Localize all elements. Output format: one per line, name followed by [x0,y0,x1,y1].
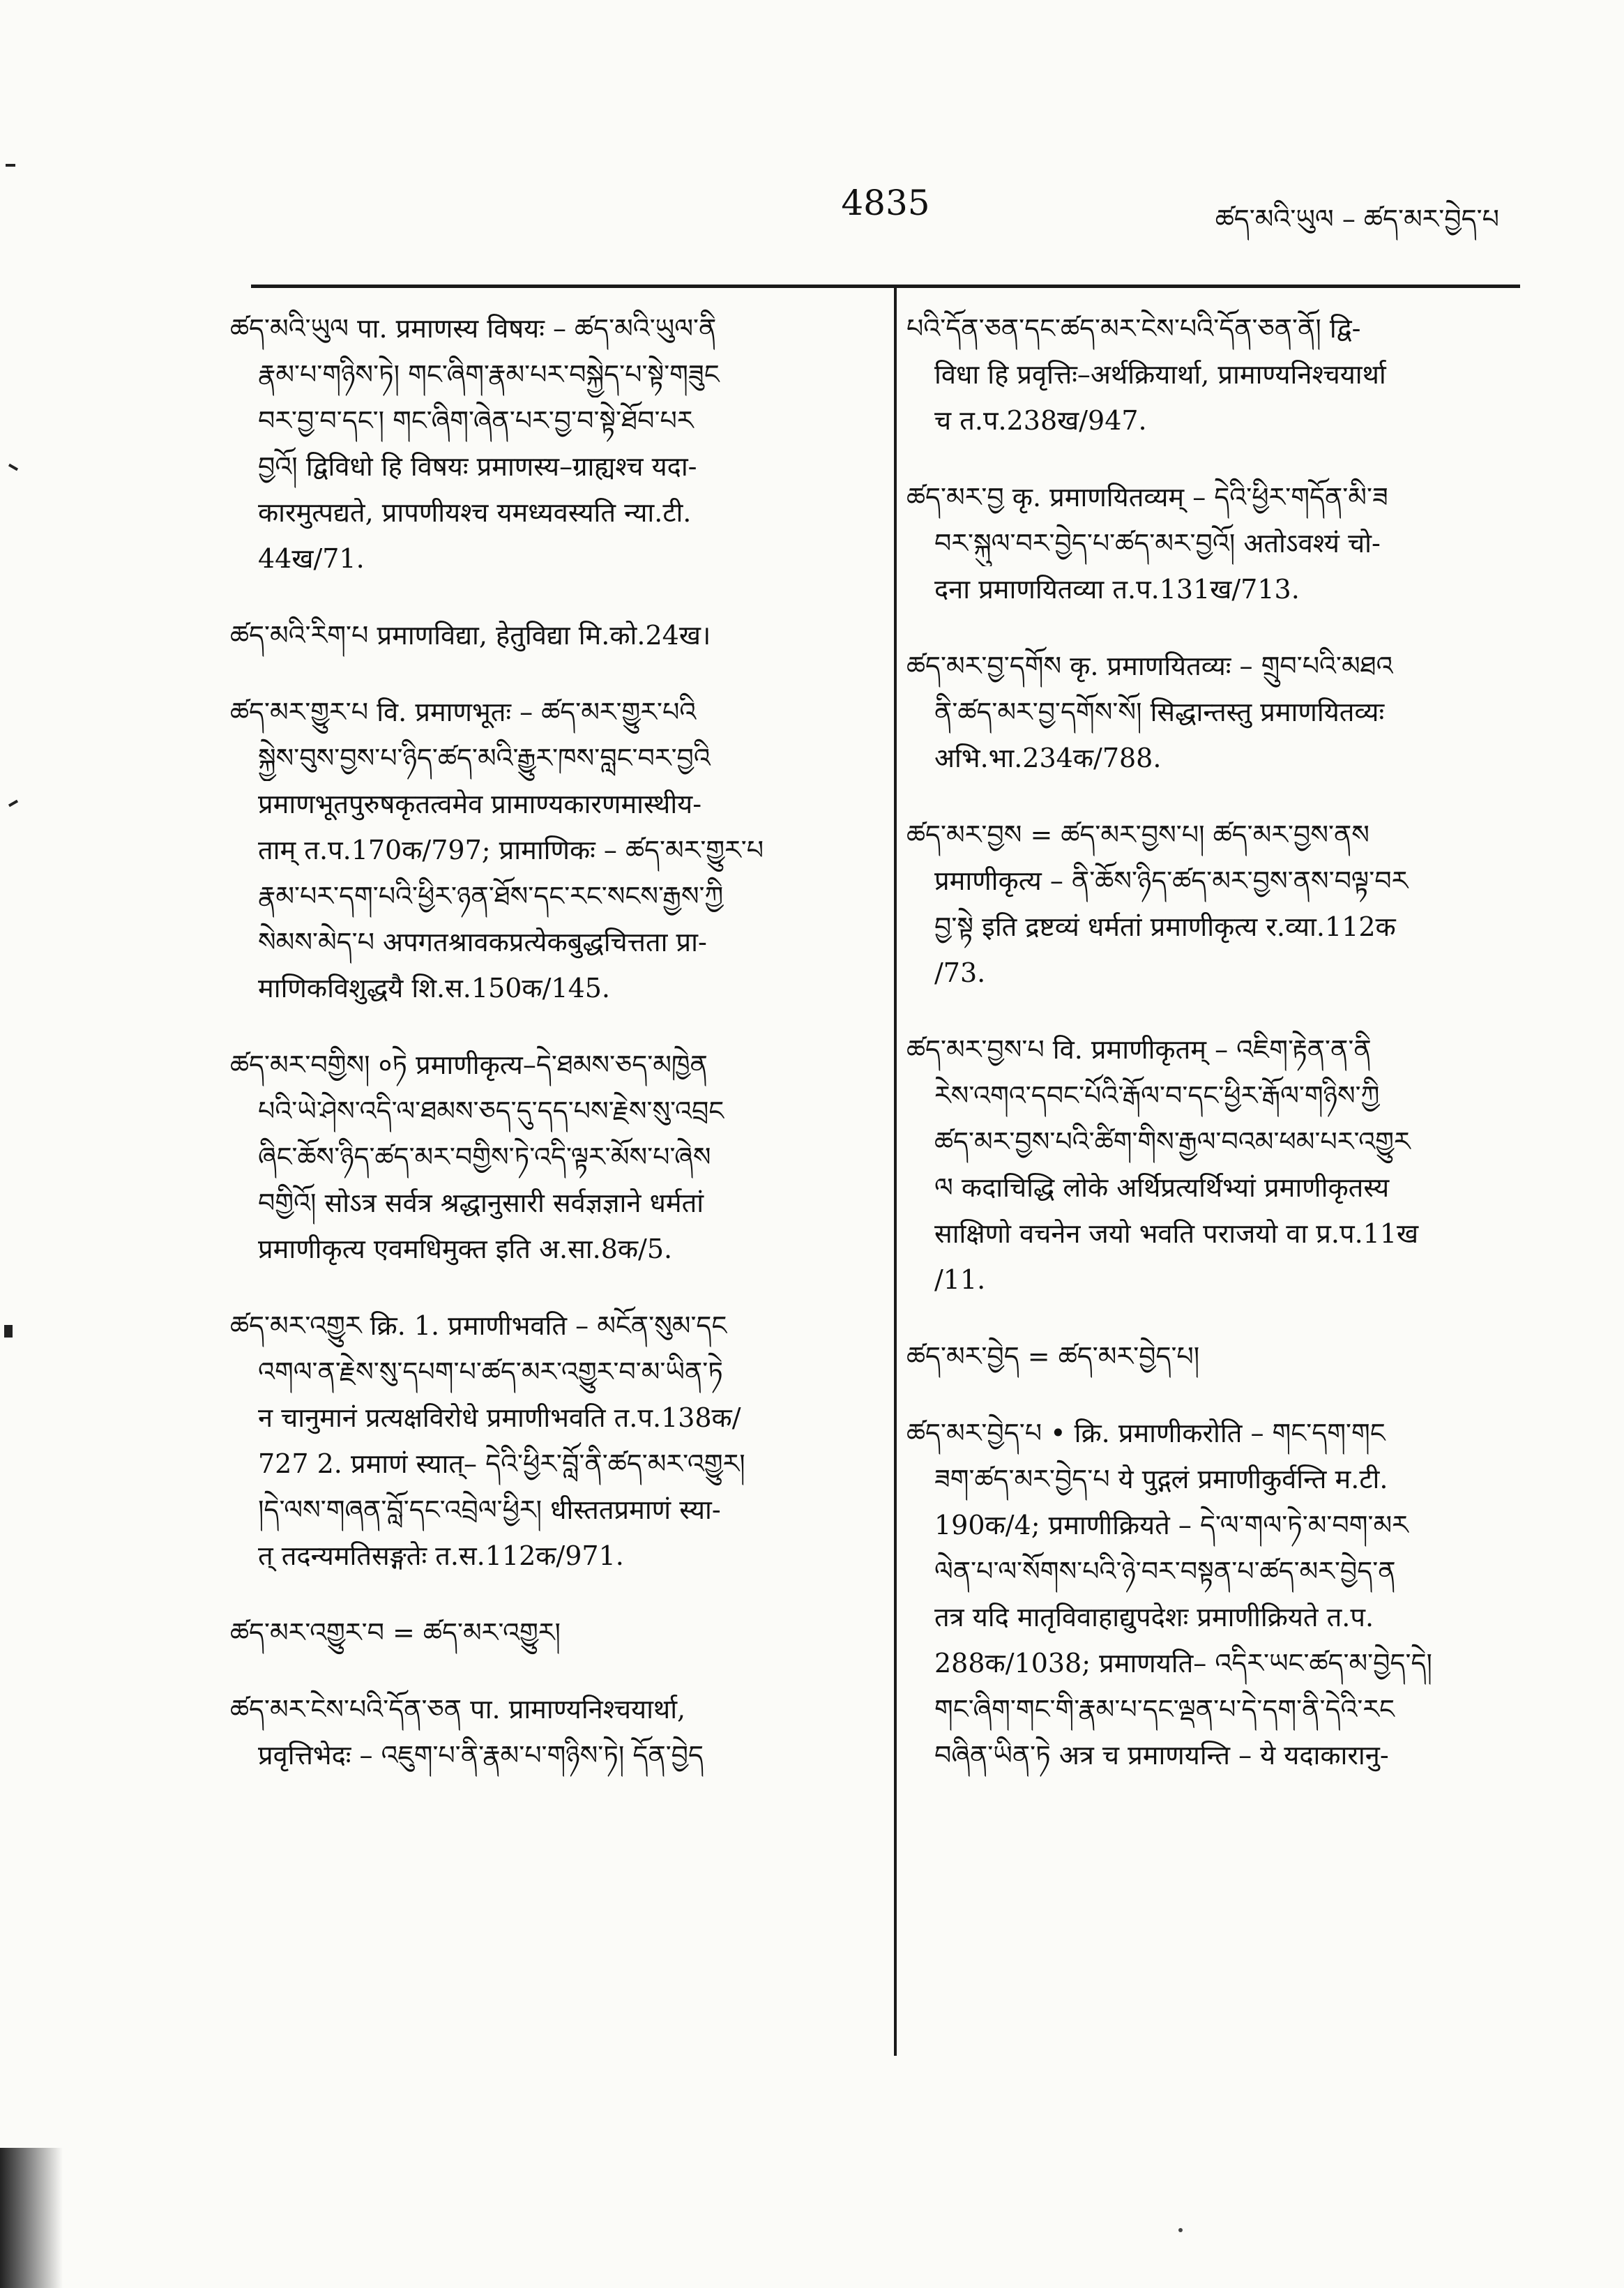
dictionary-entry [230,1609,858,1656]
entry-headline: ཚད་མར་ངེས་པའི་དོན་ཅན पा. प्रामाण्यनिश्चयार्था, [230,1694,686,1725]
entry-line: माणिकविशुद्धयै शि.स.150क/145. [258,973,611,1003]
entry-line: ཞིང་ཆོས་ཉིད་ཚད་མར་བགྱིས་ཏེ་འདི་ལྟར་མོས་པ་ཞེས [258,1142,711,1172]
entry-headline: ཚད་མར་བགྱིས། ०ཏེ प्रमाणीकृत्य–དེ་ཐམས་ཅད་མཁྱེན [230,1050,708,1080]
entry-headline: ཚད་མར་བྱེད་པ • क्रि. प्रमाणीकरोति – གང་དག་གང [906,1418,1386,1448]
entry-line: བྱ་སྟེ इति द्रष्टव्यं धर्मतां प्रमाणीकृत्य र.व्या.112क [934,911,1396,942]
entry-line: त् तदन्यमतिसङ्गतेः त.स.112क/971. [258,1540,624,1571]
entry-line: ལ कदाचिद्धि लोके अर्थिप्रत्यर्थिभ्यां प्रमाणीकृतस्य [934,1172,1390,1203]
entry-line: སེམས་མེད་པ अपगतश्रावकप्रत्येकबुद्धचित्तता प्रा- [258,927,707,957]
entry-line: /11. [934,1264,986,1295]
entry-line: अभि.भा.234क/788. [934,743,1162,773]
entry-line: ཟག་ཚད་མར་བྱེད་པ ये पुद्गलं प्रमाणीकुर्वन्ति म.टी. [934,1464,1388,1494]
entry-line: /73. [934,957,986,988]
entry-line: साक्षिणो वचनेन जयो भवति पराजयो वा प्र.प.11ख [934,1218,1419,1249]
entry-headline: ཚད་མར་བྱས་པ वि. प्रमाणीकृतम् – འཇིག་རྟེན་ན་ནི [906,1034,1372,1065]
entry-line: སྐྱེས་བུས་བྱས་པ་ཉིད་ཚད་མའི་རྒྱུར་ཁས་བླང་བར་བྱའི [258,743,711,773]
right-column [906,305,1520,1809]
entry-line: 190क/4; प्रमाणीक्रियते – དེ་ལ་གལ་ཏེ་མ་བག་མར [934,1510,1409,1540]
dictionary-entry [906,1333,1520,1379]
top-rule [251,285,1520,288]
entry-line: प्रवृत्तिभेदः – འཇུག་པ་ནི་རྣམ་པ་གཉིས་ཏེ། དོན་བྱེད [258,1740,704,1771]
page-edge-shadow [0,2148,63,2288]
entry-headline: ཚད་མའི་རིག་པ प्रमाणविद्या, हेतुविद्या मि.को.24ख। [230,620,711,651]
dictionary-entry [230,305,858,582]
entry-line: प्रमाणीकृत्य एवमधिमुक्त इति अ.सा.8क/5. [258,1234,673,1264]
entry-line: 727 2. प्रमाणं स्यात्– དེའི་ཕྱིར་བློ་ནི་ཚད་མར་འགྱུར། [258,1448,745,1479]
entry-line: རེས་འགའ་དབང་པོའི་རྒོལ་བ་དང་ཕྱིར་རྒོལ་གཉིས་ཀྱི [934,1080,1380,1111]
entry-headline: ཚད་མར་གྱུར་པ वि. प्रमाणभूतः – ཚད་མར་གྱུར་པའི [230,697,697,727]
running-head: ཚད་མའི་ཡུལ – ཚད་མར་བྱེད་པ [1215,204,1499,234]
entry-line: न चानुमानं प्रत्यक्षविरोधे प्रमाणीभवति त.प.138क/ [258,1402,741,1433]
entry-headline: པའི་དོན་ཅན་དང་ཚད་མར་ངེས་པའི་དོན་ཅན་ནོ། द्वि- [906,313,1361,344]
dictionary-entry [230,612,858,658]
dictionary-entry [230,1686,858,1778]
entry-line: བར་སྐུལ་བར་བྱེད་པ་ཚད་མར་བྱའོ། अतोऽवश्यं चो- [934,528,1381,559]
entry-line: རྣམ་པར་དག་པའི་ཕྱིར་ཉན་ཐོས་དང་རང་སངས་རྒྱས་ཀྱི [258,881,724,911]
margin-tick [8,800,18,807]
entry-headline: ཚད་མར་བྱས = ཚད་མར་བྱས་པ། ཚད་མར་བྱས་ནས [906,819,1369,850]
dictionary-entry [906,1026,1520,1303]
margin-tick [4,1325,13,1338]
entry-headline: ཚད་མར་བྱ कृ. प्रमाणयितव्यम् – དེའི་ཕྱིར་གདོན་མི་ཟ [906,482,1388,513]
entry-line: རྣམ་པ་གཉིས་ཏེ། གང་ཞིག་རྣམ་པར་བསྐྱེད་པ་སྟེ་གཟུང [258,359,720,390]
column-divider [894,285,897,2056]
entry-line: ཚད་མར་བྱས་པའི་ཚིག་གིས་རྒྱལ་བའམ་ཕམ་པར་འགྱུར [934,1126,1411,1157]
entry-line: 288क/1038; प्रमाणयति– འདིར་ཡང་ཚད་མ་བྱེད་དེ། [934,1648,1432,1679]
margin-tick [8,464,18,471]
page-number: 4835 [841,183,930,223]
left-column [230,305,858,1809]
dictionary-entry [230,689,858,1011]
entry-line: ལེན་པ་ལ་སོགས་པའི་ཉེ་བར་བསྟན་པ་ཚད་མར་བྱེད་ན [934,1556,1396,1586]
dictionary-entry [230,1303,858,1579]
entry-headline: ཚད་མའི་ཡུལ पा. प्रमाणस्य विषयः – ཚད་མའི་ཡུལ་ནི [230,313,717,344]
entry-line: ताम् त.प.170क/797; प्रामाणिकः – ཚད་མར་གྱུར་པ [258,835,764,865]
entry-line: 44ख/71. [258,543,365,574]
entry-line: प्रमाणभूतपुरुषकृतत्वमेव प्रामाण्यकारणमास्थीय- [258,789,702,819]
dictionary-entry [906,305,1520,444]
dictionary-entry [906,474,1520,612]
entry-headline: ཚད་མར་བྱ་དགོས कृ. प्रमाणयितव्यः – གྲུབ་པའི་མཐའ [906,651,1393,681]
entry-line: तत्र यदि मातृविवाहाद्युपदेशः प्रमाणीक्रियते त.प. [934,1602,1374,1632]
entry-line: प्रमाणीकृत्य – ནི་ཆོས་ཉིད་ཚད་མར་བྱས་ནས་བལྟ་བར [934,865,1409,896]
entry-line: བྱའོ། द्विविधो हि विषयः प्रमाणस्य–ग्राह्यश्च यदा- [258,451,697,482]
entry-line: विधा हि प्रवृत्तिः–अर्थक्रियार्था, प्रामाण्यनिश्चयार्था [934,359,1386,390]
entry-line: कारमुत्पद्यते, प्रापणीयश्च यमध्यवस्यति न्या.टी. [258,497,692,528]
margin-tick [6,164,15,167]
entry-line: བར་བྱ་བ་དང་། གང་ཞིག་ཞེན་པར་བྱ་བ་སྟེ་ཐོབ་པར [258,405,694,436]
entry-line: འགལ་ན་རྗེས་སུ་དཔག་པ་ཚད་མར་འགྱུར་བ་མ་ཡིན་ཏེ [258,1356,723,1387]
dictionary-entry [906,1410,1520,1778]
dictionary-entry [230,1042,858,1272]
entry-headline: ཚད་མར་འགྱུར क्रि. 1. प्रमाणीभवति – མངོན་སུམ་དང [230,1310,727,1341]
entry-line: པའི་ཡེ་ཤེས་འདི་ལ་ཐམས་ཅད་དུ་དད་པས་རྗེས་སུ་འབྲང [258,1096,724,1126]
entry-headline: ཚད་མར་བྱེད = ཚད་མར་བྱེད་པ། [906,1341,1200,1372]
dictionary-entry [906,643,1520,781]
entry-line: ནི་ཚད་མར་བྱ་དགོས་སོ། सिद्धान्तस्तु प्रमाणयितव्यः [934,697,1385,727]
entry-line: བཞིན་ཡིན་ཏེ अत्र च प्रमाणयन्ति – ये यदाकारानु- [934,1740,1389,1771]
entry-line: །དེ་ལས་གཞན་བློ་དང་འབྲེལ་ཕྱིར། धीस्ततप्रमाणं स्या- [258,1494,721,1525]
entry-line: བགྱིའོ། सोऽत्र सर्वत्र श्रद्धानुसारी सर्वज्ञज्ञाने धर्मतां [258,1188,704,1218]
dictionary-entry [906,812,1520,996]
entry-line: दना प्रमाणयितव्या त.प.131ख/713. [934,574,1300,605]
entry-headline: ཚད་མར་འགྱུར་བ = ཚད་མར་འགྱུར། [230,1617,561,1648]
gutter-speck [1178,2228,1183,2232]
entry-line: གང་ཞིག་གང་གི་རྣམ་པ་དང་ལྡན་པ་དེ་དག་ནི་དེའི་རང [934,1694,1395,1725]
entry-line: च त.प.238ख/947. [934,405,1147,436]
